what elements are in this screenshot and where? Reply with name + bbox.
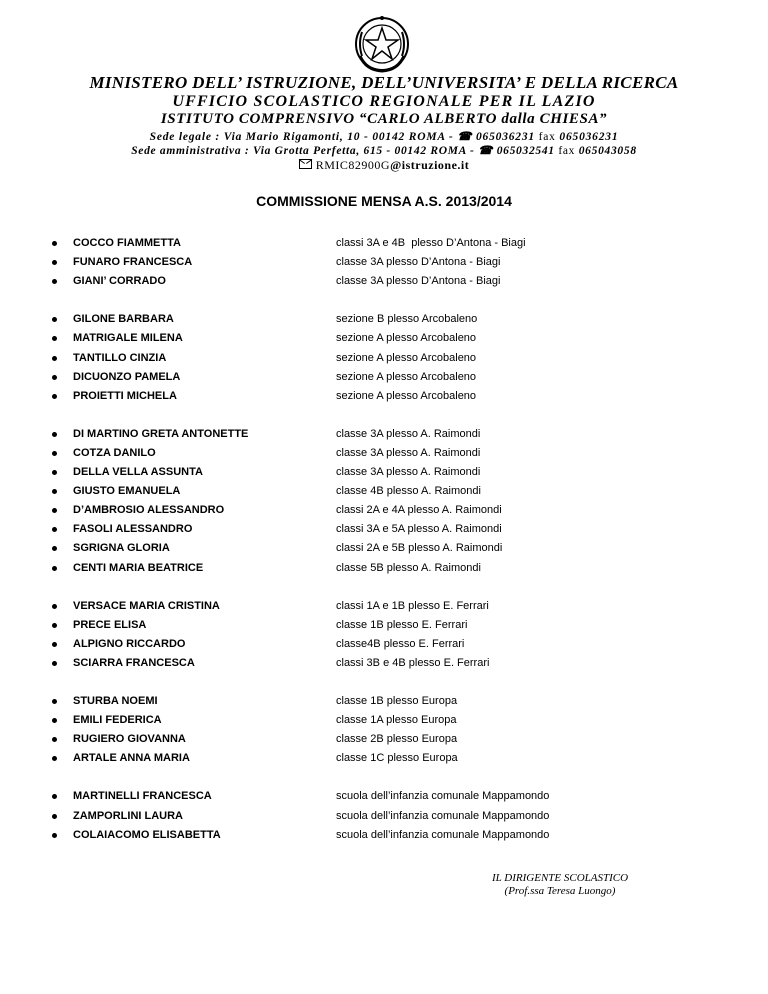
member-assignment: classe 1C plesso Europa (336, 752, 458, 764)
list-item (0, 484, 768, 500)
admin-address (0, 143, 768, 157)
regional-office: UFFICIO SCOLASTICO REGIONALE PER IL LAZIO (172, 93, 596, 110)
member-name: GIANI’ CORRADO (73, 275, 166, 287)
bullet-icon (52, 279, 57, 284)
member-assignment: classe 3A plesso D’Antona - Biagi (336, 256, 501, 268)
member-name: PROIETTI MICHELA (73, 390, 177, 402)
member-assignment: classe 3A plesso D’Antona - Biagi (336, 275, 501, 287)
list-item (0, 809, 768, 825)
member-name: PRECE ELISA (73, 619, 147, 631)
bullet-icon (52, 260, 57, 265)
list-item (0, 255, 768, 271)
bullet-icon (52, 718, 57, 723)
member-name: GIUSTO EMANUELA (73, 485, 181, 497)
legal-fax-label: fax (538, 131, 556, 143)
republic-emblem-icon (352, 14, 412, 74)
list-item (0, 522, 768, 538)
member-name: RUGIERO GIOVANNA (73, 733, 186, 745)
legal-fax: 065036231 (559, 131, 619, 143)
member-name: D’AMBROSIO ALESSANDRO (73, 504, 225, 516)
mail-icon (299, 159, 312, 169)
list-item (0, 331, 768, 347)
bullet-icon (52, 375, 57, 380)
list-item (0, 389, 768, 405)
member-name: COCCO FIAMMETTA (73, 237, 181, 249)
member-assignment: classe 1B plesso E. Ferrari (336, 619, 468, 631)
bullet-icon (52, 451, 57, 456)
document-title: COMMISSIONE MENSA A.S. 2013/2014 (256, 193, 512, 209)
member-assignment: classe 2B plesso Europa (336, 733, 458, 745)
member-name: MATRIGALE MILENA (73, 332, 183, 344)
list-item (0, 446, 768, 462)
member-assignment: classi 3A e 5A plesso A. Raimondi (336, 523, 502, 535)
member-name: ARTALE ANNA MARIA (73, 752, 190, 764)
list-item (0, 751, 768, 767)
member-assignment: classe 1A plesso Europa (336, 714, 457, 726)
member-assignment: sezione A plesso Arcobaleno (336, 332, 477, 344)
bullet-icon (52, 470, 57, 475)
member-assignment: sezione A plesso Arcobaleno (336, 371, 477, 383)
member-assignment: classi 3B e 4B plesso E. Ferrari (336, 657, 490, 669)
admin-fax: 065043058 (578, 145, 637, 157)
bullet-icon (52, 546, 57, 551)
list-item (0, 828, 768, 844)
member-assignment: classi 1A e 1B plesso E. Ferrari (336, 600, 489, 612)
list-item (0, 599, 768, 615)
legal-phone: 065036231 (476, 131, 535, 143)
list-item (0, 541, 768, 557)
admin-fax-label: fax (558, 145, 576, 157)
bullet-icon (52, 432, 57, 437)
bullet-icon (52, 737, 57, 742)
bullet-icon (52, 527, 57, 532)
legal-address (0, 129, 768, 143)
bullet-icon (52, 566, 57, 571)
member-name: DICUONZO PAMELA (73, 371, 181, 383)
bullet-icon (52, 508, 57, 513)
bullet-icon (52, 623, 57, 628)
member-assignment: classe 3A plesso A. Raimondi (336, 447, 481, 459)
bullet-icon (52, 489, 57, 494)
member-name: VERSACE MARIA CRISTINA (73, 600, 220, 612)
list-item (0, 656, 768, 672)
bullet-icon (52, 356, 57, 361)
member-name: MARTINELLI FRANCESCA (73, 790, 212, 802)
bullet-icon (52, 833, 57, 838)
list-item (0, 789, 768, 805)
list-item (0, 618, 768, 634)
member-assignment: scuola dell’infanzia comunale Mappamondo (336, 790, 550, 802)
bullet-icon (52, 661, 57, 666)
member-name: ALPIGNO RICCARDO (73, 638, 186, 650)
list-item (0, 351, 768, 367)
legal-address-text: Sede legale : Via Mario Rigamonti, 10 - 00142 ROMA - (149, 131, 458, 143)
list-item (0, 427, 768, 443)
bullet-icon (52, 814, 57, 819)
bullet-icon (52, 699, 57, 704)
member-name: DELLA VELLA ASSUNTA (73, 466, 203, 478)
member-assignment: sezione A plesso Arcobaleno (336, 352, 477, 364)
list-item (0, 274, 768, 290)
list-item (0, 503, 768, 519)
republic-emblem (352, 14, 412, 74)
list-item (0, 236, 768, 252)
list-item (0, 465, 768, 481)
email-line (0, 158, 768, 173)
member-name: FUNARO FRANCESCA (73, 256, 193, 268)
member-name: EMILI FEDERICA (73, 714, 162, 726)
list-item (0, 694, 768, 710)
phone-icon: ☎ (457, 131, 473, 143)
member-name: SCIARRA FRANCESCA (73, 657, 195, 669)
signature-role: IL DIRIGENTE SCOLASTICO (491, 872, 629, 884)
email-user[interactable]: RMIC82900G (315, 158, 391, 172)
list-item (0, 561, 768, 577)
member-assignment: classi 2A e 4A plesso A. Raimondi (336, 504, 502, 516)
member-assignment: classe 3A plesso A. Raimondi (336, 466, 481, 478)
admin-address-text: Sede amministrativa : Via Grotta Perfetta, 615 - 00142 ROMA - (131, 145, 479, 157)
email-domain[interactable]: @istruzione.it (390, 158, 470, 172)
list-item (0, 713, 768, 729)
phone-icon: ☎ (478, 145, 494, 157)
member-assignment: sezione B plesso Arcobaleno (336, 313, 478, 325)
bullet-icon (52, 794, 57, 799)
member-assignment: classe 3A plesso A. Raimondi (336, 428, 481, 440)
member-name: SGRIGNA GLORIA (73, 542, 170, 554)
member-assignment: sezione A plesso Arcobaleno (336, 390, 477, 402)
member-assignment: classe 4B plesso A. Raimondi (336, 485, 481, 497)
list-item (0, 370, 768, 386)
bullet-icon (52, 241, 57, 246)
bullet-icon (52, 394, 57, 399)
bullet-icon (52, 642, 57, 647)
list-item (0, 732, 768, 748)
member-name: ZAMPORLINI LAURA (73, 810, 183, 822)
ministry-name: MINISTERO DELL’ ISTRUZIONE, DELL’UNIVERSITA’ E DELLA RICERCA (89, 73, 679, 92)
member-name: FASOLI ALESSANDRO (73, 523, 193, 535)
member-name: COTZA DANILO (73, 447, 156, 459)
admin-phone: 065032541 (496, 145, 555, 157)
member-name: DI MARTINO GRETA ANTONETTE (73, 428, 249, 440)
signature-name: (Prof.ssa Teresa Luongo) (504, 885, 616, 897)
member-name: TANTILLO CINZIA (73, 352, 167, 364)
bullet-icon (52, 336, 57, 341)
member-assignment: classi 2A e 5B plesso A. Raimondi (336, 542, 503, 554)
list-item (0, 312, 768, 328)
member-assignment: classe 5B plesso A. Raimondi (336, 562, 481, 574)
member-assignment: scuola dell’infanzia comunale Mappamondo (336, 829, 550, 841)
member-assignment: classi 3A e 4B plesso D’Antona - Biagi (336, 237, 526, 249)
member-name: COLAIACOMO ELISABETTA (73, 829, 221, 841)
member-assignment: classe 1B plesso Europa (336, 695, 458, 707)
member-name: GILONE BARBARA (73, 313, 174, 325)
bullet-icon (52, 756, 57, 761)
member-assignment: scuola dell’infanzia comunale Mappamondo (336, 810, 550, 822)
member-name: STURBA NOEMI (73, 695, 158, 707)
bullet-icon (52, 317, 57, 322)
list-item (0, 637, 768, 653)
bullet-icon (52, 604, 57, 609)
member-assignment: classe4B plesso E. Ferrari (336, 638, 465, 650)
member-name: CENTI MARIA BEATRICE (73, 562, 204, 574)
school-name: ISTITUTO COMPRENSIVO “CARLO ALBERTO dalla CHIESA” (160, 111, 608, 127)
